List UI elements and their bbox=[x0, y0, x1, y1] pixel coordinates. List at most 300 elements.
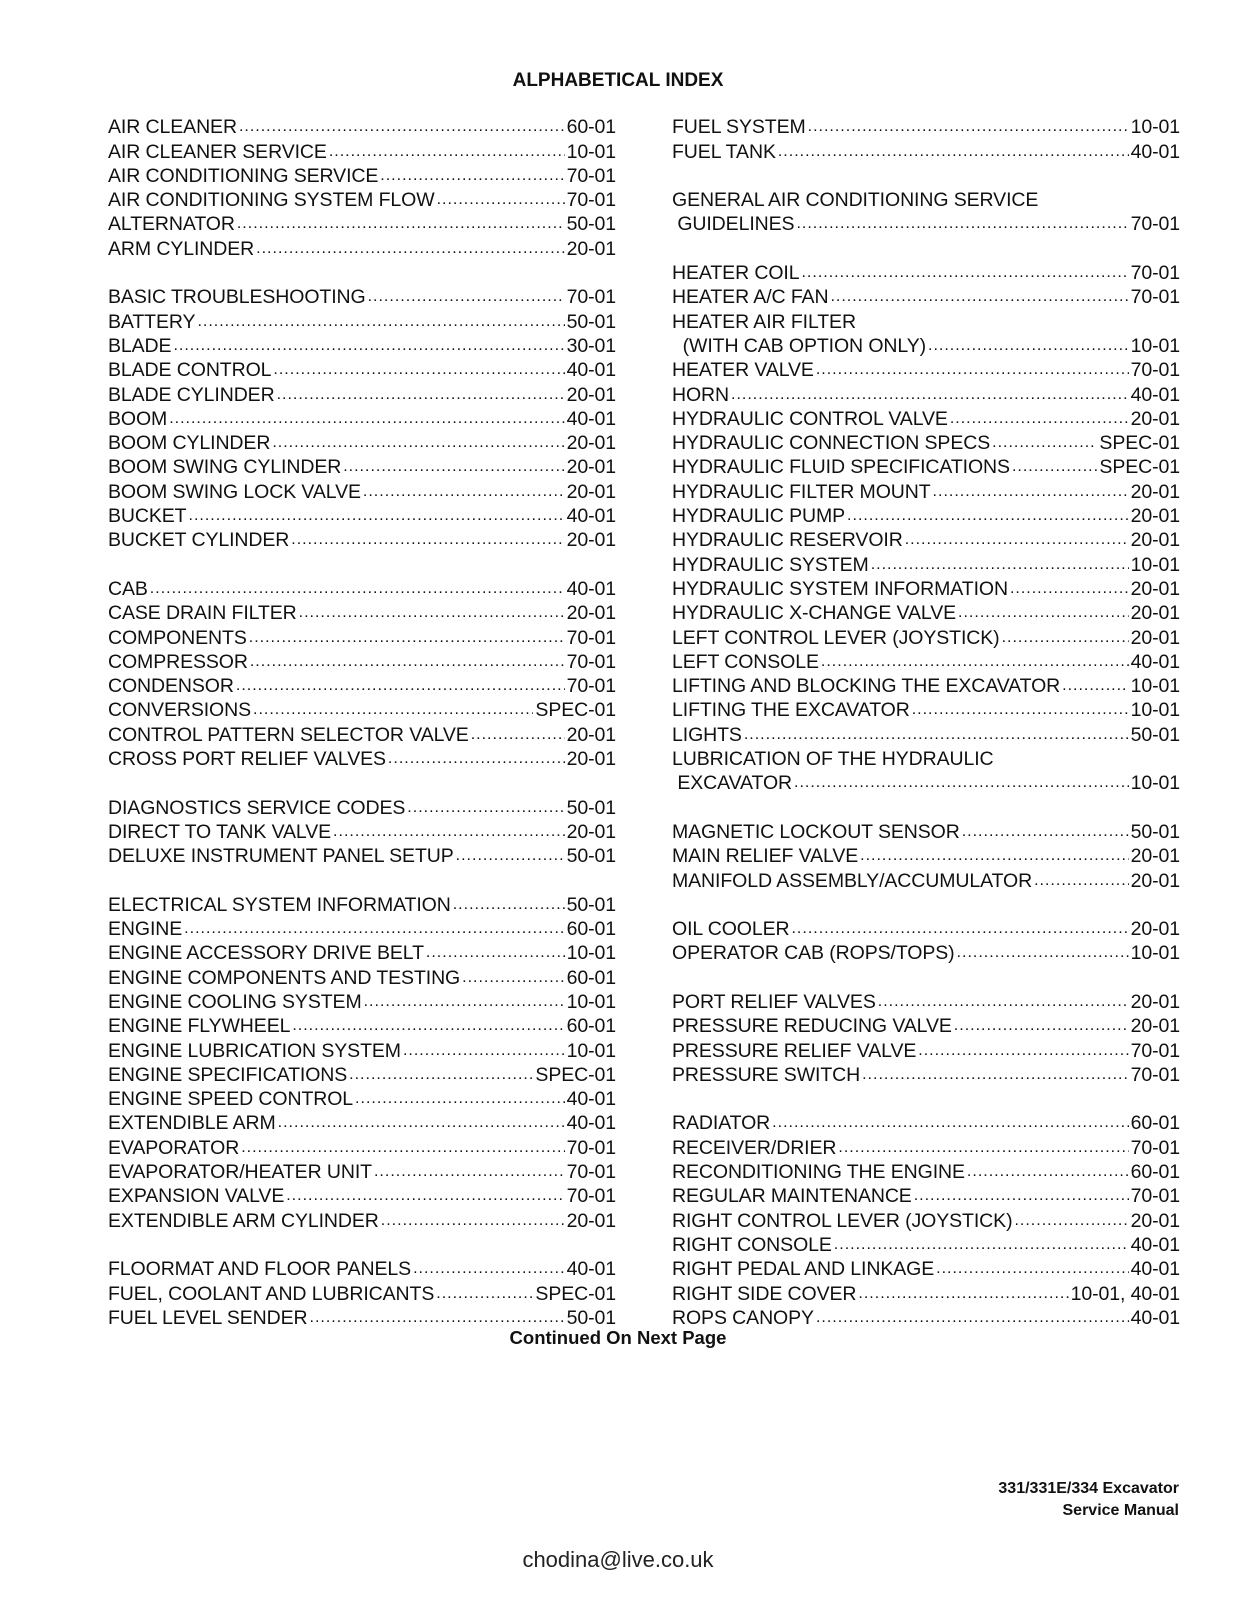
entry-label: HYDRAULIC SYSTEM INFORMATION bbox=[672, 577, 1008, 600]
index-entry bbox=[672, 479, 1180, 503]
index-entry bbox=[672, 722, 1180, 746]
leader-dots bbox=[380, 164, 564, 188]
index-entry bbox=[108, 285, 616, 309]
entry-page-ref: 10-01 bbox=[1130, 334, 1180, 357]
index-entry bbox=[672, 139, 1180, 163]
entry-label: PRESSURE REDUCING VALVE bbox=[672, 1015, 952, 1038]
entry-page-ref: 10-01 bbox=[566, 140, 616, 163]
entry-page-ref: 50-01 bbox=[566, 310, 616, 333]
entry-page-ref: SPEC-01 bbox=[535, 1282, 616, 1305]
leader-dots bbox=[912, 698, 1129, 722]
leader-dots bbox=[249, 626, 565, 650]
index-entry bbox=[672, 1111, 1180, 1135]
entry-label: BOOM SWING LOCK VALVE bbox=[108, 480, 361, 503]
entry-label: COMPRESSOR bbox=[108, 650, 248, 673]
index-entry bbox=[672, 1063, 1180, 1087]
entry-label: RIGHT CONTROL LEVER (JOYSTICK) bbox=[672, 1209, 1013, 1232]
entry-label: GUIDELINES bbox=[672, 213, 795, 236]
entry-page-ref: 20-01 bbox=[566, 820, 616, 843]
watermark-email: chodina@live.co.uk bbox=[522, 1547, 714, 1572]
leader-dots bbox=[992, 431, 1097, 455]
entry-label: BOOM CYLINDER bbox=[108, 432, 271, 455]
leader-dots bbox=[862, 1063, 1129, 1087]
entry-page-ref: 40-01 bbox=[566, 359, 616, 382]
entry-label: ROPS CANOPY bbox=[672, 1306, 814, 1329]
entry-label: EVAPORATOR bbox=[108, 1136, 240, 1159]
index-entry bbox=[672, 334, 1180, 358]
index-entry bbox=[108, 1281, 616, 1305]
index-entry bbox=[672, 577, 1180, 601]
entry-label: ARM CYLINDER bbox=[108, 237, 255, 260]
entry-page-ref: 10-01 bbox=[1130, 675, 1180, 698]
index-entry bbox=[108, 1257, 616, 1281]
entry-label: RIGHT SIDE COVER bbox=[672, 1282, 857, 1305]
leader-dots bbox=[1012, 455, 1097, 479]
entry-page-ref: 70-01 bbox=[1130, 262, 1180, 285]
leader-dots bbox=[250, 650, 565, 674]
entry-page-ref: 20-01 bbox=[1130, 845, 1180, 868]
index-entry bbox=[108, 236, 616, 260]
entry-page-ref: 70-01 bbox=[566, 189, 616, 212]
index-entry bbox=[108, 1014, 616, 1038]
index-entry bbox=[672, 820, 1180, 844]
index-entry bbox=[672, 407, 1180, 431]
entry-label: HYDRAULIC CONNECTION SPECS bbox=[672, 432, 991, 455]
index-entry bbox=[672, 358, 1180, 382]
index-entry bbox=[108, 1208, 616, 1232]
index-entry bbox=[108, 212, 616, 236]
leader-dots bbox=[878, 990, 1129, 1014]
entry-label: PORT RELIEF VALVES bbox=[672, 990, 876, 1013]
entry-page-ref: 40-01 bbox=[566, 1088, 616, 1111]
entry-label: LEFT CONTROL LEVER (JOYSTICK) bbox=[672, 626, 1000, 649]
entry-page-ref: 50-01 bbox=[566, 1306, 616, 1329]
index-entry bbox=[672, 1014, 1180, 1038]
leader-dots bbox=[796, 212, 1128, 236]
leader-dots bbox=[962, 820, 1129, 844]
leader-dots bbox=[368, 285, 565, 309]
index-spacer bbox=[672, 795, 1180, 819]
entry-page-ref: 70-01 bbox=[1130, 286, 1180, 309]
entry-label: AIR CONDITIONING SERVICE bbox=[108, 164, 379, 187]
entry-label: PRESSURE SWITCH bbox=[672, 1063, 861, 1086]
entry-label: ENGINE ACCESSORY DRIVE BELT bbox=[108, 942, 424, 965]
index-entry bbox=[672, 382, 1180, 406]
index-entry bbox=[108, 650, 616, 674]
index-entry bbox=[108, 747, 616, 771]
index-entry bbox=[672, 261, 1180, 285]
index-entry bbox=[672, 917, 1180, 941]
entry-label: DELUXE INSTRUMENT PANEL SETUP bbox=[108, 845, 454, 868]
entry-page-ref: 10-01, 40-01 bbox=[1070, 1282, 1180, 1305]
leader-dots bbox=[403, 1039, 565, 1063]
index-entry bbox=[672, 674, 1180, 698]
leader-dots bbox=[821, 650, 1129, 674]
leader-dots bbox=[834, 1233, 1129, 1257]
footer bbox=[998, 1478, 1179, 1522]
entry-page-ref: 20-01 bbox=[566, 237, 616, 260]
index-spacer bbox=[672, 965, 1180, 989]
leader-dots bbox=[277, 383, 565, 407]
entry-label: HEATER A/C FAN bbox=[672, 286, 829, 309]
entry-page-ref: 20-01 bbox=[566, 748, 616, 771]
leader-dots bbox=[954, 1014, 1129, 1038]
leader-dots bbox=[1010, 577, 1129, 601]
entry-label: BUCKET bbox=[108, 505, 187, 528]
index-entry bbox=[108, 139, 616, 163]
leader-dots bbox=[858, 1282, 1068, 1306]
entry-page-ref: 40-01 bbox=[1130, 383, 1180, 406]
index-entry bbox=[108, 795, 616, 819]
entry-page-ref: 40-01 bbox=[1130, 1233, 1180, 1256]
leader-dots bbox=[933, 480, 1129, 504]
entry-page-ref: 40-01 bbox=[566, 1258, 616, 1281]
entry-label: RIGHT CONSOLE bbox=[672, 1233, 832, 1256]
index-entry bbox=[108, 1063, 616, 1087]
entry-page-ref: 10-01 bbox=[1130, 699, 1180, 722]
entry-page-ref: 50-01 bbox=[1130, 723, 1180, 746]
entry-page-ref: 20-01 bbox=[1130, 602, 1180, 625]
entry-page-ref: 20-01 bbox=[1130, 918, 1180, 941]
entry-label: GENERAL AIR CONDITIONING SERVICE bbox=[672, 189, 1039, 212]
entry-page-ref: 70-01 bbox=[1130, 1185, 1180, 1208]
leader-dots bbox=[801, 261, 1128, 285]
index-entry bbox=[108, 504, 616, 528]
leader-dots bbox=[292, 1014, 564, 1038]
leader-dots bbox=[273, 358, 564, 382]
entry-page-ref: 10-01 bbox=[566, 942, 616, 965]
leader-dots bbox=[918, 1039, 1128, 1063]
entry-page-ref: 20-01 bbox=[1130, 1015, 1180, 1038]
leader-dots bbox=[778, 140, 1129, 164]
index-entry bbox=[108, 1038, 616, 1062]
index-spacer bbox=[108, 1233, 616, 1257]
leader-dots bbox=[1062, 674, 1129, 698]
index-entry bbox=[108, 479, 616, 503]
entry-label: HYDRAULIC FILTER MOUNT bbox=[672, 480, 931, 503]
entry-page-ref: 70-01 bbox=[1130, 213, 1180, 236]
entry-page-ref: 20-01 bbox=[1130, 480, 1180, 503]
entry-page-ref: 10-01 bbox=[1130, 942, 1180, 965]
index-column-left bbox=[108, 115, 616, 1330]
entry-page-ref: 70-01 bbox=[566, 650, 616, 673]
entry-page-ref: 20-01 bbox=[1130, 407, 1180, 430]
entry-page-ref: 40-01 bbox=[1130, 1306, 1180, 1329]
leader-dots bbox=[381, 1209, 565, 1233]
leader-dots bbox=[860, 844, 1128, 868]
entry-page-ref: 20-01 bbox=[1130, 577, 1180, 600]
entry-page-ref: 20-01 bbox=[566, 383, 616, 406]
index-entry bbox=[108, 625, 616, 649]
leader-dots bbox=[173, 334, 564, 358]
leader-dots bbox=[950, 407, 1129, 431]
index-entry bbox=[672, 1208, 1180, 1232]
entry-label: PRESSURE RELIEF VALVE bbox=[672, 1039, 917, 1062]
entry-label: LEFT CONSOLE bbox=[672, 650, 819, 673]
leader-dots bbox=[256, 237, 564, 261]
entry-label: CONDENSOR bbox=[108, 675, 234, 698]
index-entry bbox=[672, 698, 1180, 722]
index-entry bbox=[108, 601, 616, 625]
entry-page-ref: 70-01 bbox=[1130, 1063, 1180, 1086]
entry-label: FUEL, COOLANT AND LUBRICANTS bbox=[108, 1282, 435, 1305]
leader-dots bbox=[957, 941, 1129, 965]
entry-label: AIR CLEANER SERVICE bbox=[108, 140, 327, 163]
entry-page-ref: 20-01 bbox=[1130, 505, 1180, 528]
entry-page-ref: 40-01 bbox=[1130, 1258, 1180, 1281]
entry-label: DIRECT TO TANK VALVE bbox=[108, 820, 332, 843]
leader-dots bbox=[343, 455, 564, 479]
entry-page-ref: SPEC-01 bbox=[535, 699, 616, 722]
index-spacer bbox=[672, 164, 1180, 188]
entry-label: BASIC TROUBLESHOOTING bbox=[108, 286, 366, 309]
page-title: ALPHABETICAL INDEX bbox=[512, 70, 724, 91]
index-entry bbox=[672, 309, 1180, 333]
entry-label: AIR CLEANER bbox=[108, 116, 237, 139]
index-entry bbox=[672, 1135, 1180, 1159]
leader-dots bbox=[236, 674, 565, 698]
entry-page-ref: 60-01 bbox=[566, 966, 616, 989]
index-spacer bbox=[672, 893, 1180, 917]
entry-label: BLADE bbox=[108, 334, 172, 357]
index-entry bbox=[672, 990, 1180, 1014]
index-entry bbox=[672, 431, 1180, 455]
entry-page-ref: 70-01 bbox=[1130, 1136, 1180, 1159]
index-entry bbox=[672, 552, 1180, 576]
leader-dots bbox=[299, 601, 565, 625]
index-entry bbox=[672, 771, 1180, 795]
entry-label: RIGHT PEDAL AND LINKAGE bbox=[672, 1258, 935, 1281]
entry-label: COMPONENTS bbox=[108, 626, 247, 649]
leader-dots bbox=[241, 1136, 564, 1160]
index-spacer bbox=[672, 236, 1180, 260]
entry-label: MAIN RELIEF VALVE bbox=[672, 845, 859, 868]
index-entry bbox=[108, 528, 616, 552]
entry-page-ref: 10-01 bbox=[1130, 772, 1180, 795]
index-entry bbox=[108, 358, 616, 382]
entry-page-ref: 40-01 bbox=[1130, 140, 1180, 163]
index-entry bbox=[108, 407, 616, 431]
leader-dots bbox=[791, 917, 1128, 941]
index-entry bbox=[108, 382, 616, 406]
leader-dots bbox=[772, 1111, 1128, 1135]
index-column-right bbox=[672, 115, 1180, 1330]
entry-label: RECEIVER/DRIER bbox=[672, 1136, 837, 1159]
entry-label: BATTERY bbox=[108, 310, 196, 333]
leader-dots bbox=[744, 723, 1129, 747]
entry-label: CROSS PORT RELIEF VALVES bbox=[108, 748, 386, 771]
entry-label: BOOM bbox=[108, 407, 168, 430]
entry-page-ref: 20-01 bbox=[1130, 529, 1180, 552]
entry-label: ALTERNATOR bbox=[108, 213, 235, 236]
entry-label: HORN bbox=[672, 383, 730, 406]
continued-note: Continued On Next Page bbox=[509, 1327, 727, 1348]
leader-dots bbox=[838, 1136, 1128, 1160]
index-entry bbox=[672, 1184, 1180, 1208]
entry-label: RECONDITIONING THE ENGINE bbox=[672, 1161, 965, 1184]
index-entry bbox=[108, 893, 616, 917]
index-entry bbox=[672, 455, 1180, 479]
entry-label: MANIFOLD ASSEMBLY/ACCUMULATOR bbox=[672, 869, 1033, 892]
index-entry bbox=[108, 115, 616, 139]
index-entry bbox=[672, 1038, 1180, 1062]
entry-page-ref: 50-01 bbox=[566, 796, 616, 819]
index-entry bbox=[672, 528, 1180, 552]
entry-label: LIFTING AND BLOCKING THE EXCAVATOR bbox=[672, 675, 1061, 698]
entry-label: EXTENDIBLE ARM bbox=[108, 1112, 276, 1135]
entry-page-ref: 20-01 bbox=[566, 529, 616, 552]
leader-dots bbox=[329, 140, 565, 164]
index-entry bbox=[108, 1160, 616, 1184]
leader-dots bbox=[436, 1282, 533, 1306]
entry-label: OPERATOR CAB (ROPS/TOPS) bbox=[672, 942, 955, 965]
entry-label: REGULAR MAINTENANCE bbox=[672, 1185, 912, 1208]
leader-dots bbox=[150, 577, 565, 601]
leader-dots bbox=[453, 893, 565, 917]
entry-page-ref: 60-01 bbox=[566, 1015, 616, 1038]
index-entry bbox=[108, 917, 616, 941]
index-entry bbox=[672, 941, 1180, 965]
entry-page-ref: 20-01 bbox=[566, 480, 616, 503]
leader-dots bbox=[291, 528, 564, 552]
entry-label: FUEL LEVEL SENDER bbox=[108, 1306, 308, 1329]
entry-label: ELECTRICAL SYSTEM INFORMATION bbox=[108, 893, 451, 916]
index-entry bbox=[672, 1233, 1180, 1257]
index-entry bbox=[108, 188, 616, 212]
entry-page-ref: 60-01 bbox=[1130, 1161, 1180, 1184]
entry-label: EXPANSION VALVE bbox=[108, 1185, 285, 1208]
leader-dots bbox=[462, 966, 565, 990]
leader-dots bbox=[794, 771, 1129, 795]
entry-page-ref: 60-01 bbox=[566, 918, 616, 941]
entry-page-ref: 40-01 bbox=[566, 577, 616, 600]
entry-label: CONVERSIONS bbox=[108, 699, 252, 722]
leader-dots bbox=[928, 334, 1129, 358]
leader-dots bbox=[871, 553, 1129, 577]
leader-dots bbox=[407, 796, 564, 820]
entry-label: MAGNETIC LOCKOUT SENSOR bbox=[672, 820, 960, 843]
entry-page-ref: 20-01 bbox=[566, 723, 616, 746]
leader-dots bbox=[905, 528, 1129, 552]
entry-page-ref: 70-01 bbox=[1130, 1039, 1180, 1062]
entry-label: BUCKET CYLINDER bbox=[108, 529, 290, 552]
index-entry bbox=[672, 115, 1180, 139]
entry-page-ref: 20-01 bbox=[1130, 626, 1180, 649]
leader-dots bbox=[816, 358, 1129, 382]
entry-label: HYDRAULIC SYSTEM bbox=[672, 553, 869, 576]
entry-label: AIR CONDITIONING SYSTEM FLOW bbox=[108, 189, 435, 212]
entry-label: CASE DRAIN FILTER bbox=[108, 602, 297, 625]
leader-dots bbox=[189, 504, 565, 528]
entry-page-ref: 40-01 bbox=[566, 505, 616, 528]
index-entry bbox=[672, 844, 1180, 868]
entry-page-ref: 10-01 bbox=[1130, 553, 1180, 576]
index-spacer bbox=[672, 1087, 1180, 1111]
index-entry bbox=[672, 1160, 1180, 1184]
entry-label: LIFTING THE EXCAVATOR bbox=[672, 699, 910, 722]
entry-page-ref: 70-01 bbox=[566, 626, 616, 649]
entry-label: HEATER VALVE bbox=[672, 359, 814, 382]
index-entry bbox=[108, 844, 616, 868]
index-entry bbox=[108, 164, 616, 188]
leader-dots bbox=[239, 115, 565, 139]
entry-page-ref: 70-01 bbox=[566, 286, 616, 309]
entry-label: ENGINE FLYWHEEL bbox=[108, 1015, 291, 1038]
index-entry bbox=[108, 1087, 616, 1111]
entry-label: LIGHTS bbox=[672, 723, 742, 746]
leader-dots bbox=[847, 504, 1129, 528]
entry-page-ref: 70-01 bbox=[566, 1185, 616, 1208]
leader-dots bbox=[1034, 869, 1129, 893]
entry-label: HYDRAULIC CONTROL VALVE bbox=[672, 407, 948, 430]
index-entry bbox=[108, 334, 616, 358]
entry-page-ref: 10-01 bbox=[566, 1039, 616, 1062]
index-entry bbox=[672, 747, 1180, 771]
entry-page-ref: 10-01 bbox=[1130, 116, 1180, 139]
entry-label: FLOORMAT AND FLOOR PANELS bbox=[108, 1258, 412, 1281]
entry-page-ref: 20-01 bbox=[566, 456, 616, 479]
entry-page-ref: 70-01 bbox=[566, 1161, 616, 1184]
leader-dots bbox=[914, 1184, 1129, 1208]
entry-page-ref: 10-01 bbox=[566, 990, 616, 1013]
leader-dots bbox=[413, 1257, 565, 1281]
leader-dots bbox=[437, 188, 565, 212]
entry-page-ref: 20-01 bbox=[1130, 1209, 1180, 1232]
entry-label: BLADE CONTROL bbox=[108, 359, 272, 382]
entry-page-ref: SPEC-01 bbox=[1099, 432, 1180, 455]
leader-dots bbox=[958, 601, 1129, 625]
footer-manual: Service Manual bbox=[1062, 1502, 1179, 1519]
index-entry bbox=[672, 1281, 1180, 1305]
entry-label: DIAGNOSTICS SERVICE CODES bbox=[108, 796, 406, 819]
index-spacer bbox=[108, 771, 616, 795]
leader-dots bbox=[363, 480, 565, 504]
index-entry bbox=[672, 212, 1180, 236]
index-entry bbox=[672, 188, 1180, 212]
entry-label: EXCAVATOR bbox=[672, 772, 792, 795]
leader-dots bbox=[286, 1184, 564, 1208]
index-spacer bbox=[108, 552, 616, 576]
leader-dots bbox=[355, 1087, 565, 1111]
index-entry bbox=[108, 577, 616, 601]
entry-label: CAB bbox=[108, 577, 148, 600]
leader-dots bbox=[1002, 626, 1129, 650]
entry-label: HYDRAULIC PUMP bbox=[672, 505, 846, 528]
leader-dots bbox=[364, 990, 565, 1014]
index-entry bbox=[672, 601, 1180, 625]
entry-label: ENGINE SPEED CONTROL bbox=[108, 1088, 354, 1111]
leader-dots bbox=[184, 917, 564, 941]
leader-dots bbox=[936, 1257, 1129, 1281]
entry-label: HYDRAULIC FLUID SPECIFICATIONS bbox=[672, 456, 1010, 479]
entry-label: ENGINE COMPONENTS AND TESTING bbox=[108, 966, 461, 989]
entry-label: EVAPORATOR/HEATER UNIT bbox=[108, 1161, 372, 1184]
leader-dots bbox=[237, 212, 565, 236]
entry-label: BLADE CYLINDER bbox=[108, 383, 275, 406]
index-entry bbox=[108, 941, 616, 965]
index-entry bbox=[108, 1184, 616, 1208]
entry-label: HEATER AIR FILTER bbox=[672, 310, 856, 333]
entry-page-ref: 40-01 bbox=[566, 407, 616, 430]
leader-dots bbox=[388, 747, 565, 771]
entry-label: FUEL SYSTEM bbox=[672, 116, 806, 139]
index-entry bbox=[108, 820, 616, 844]
entry-page-ref: 50-01 bbox=[566, 893, 616, 916]
leader-dots bbox=[456, 844, 565, 868]
footer-model: 331/331E/334 Excavator bbox=[998, 1480, 1179, 1497]
entry-page-ref: 40-01 bbox=[1130, 650, 1180, 673]
leader-dots bbox=[731, 383, 1129, 407]
